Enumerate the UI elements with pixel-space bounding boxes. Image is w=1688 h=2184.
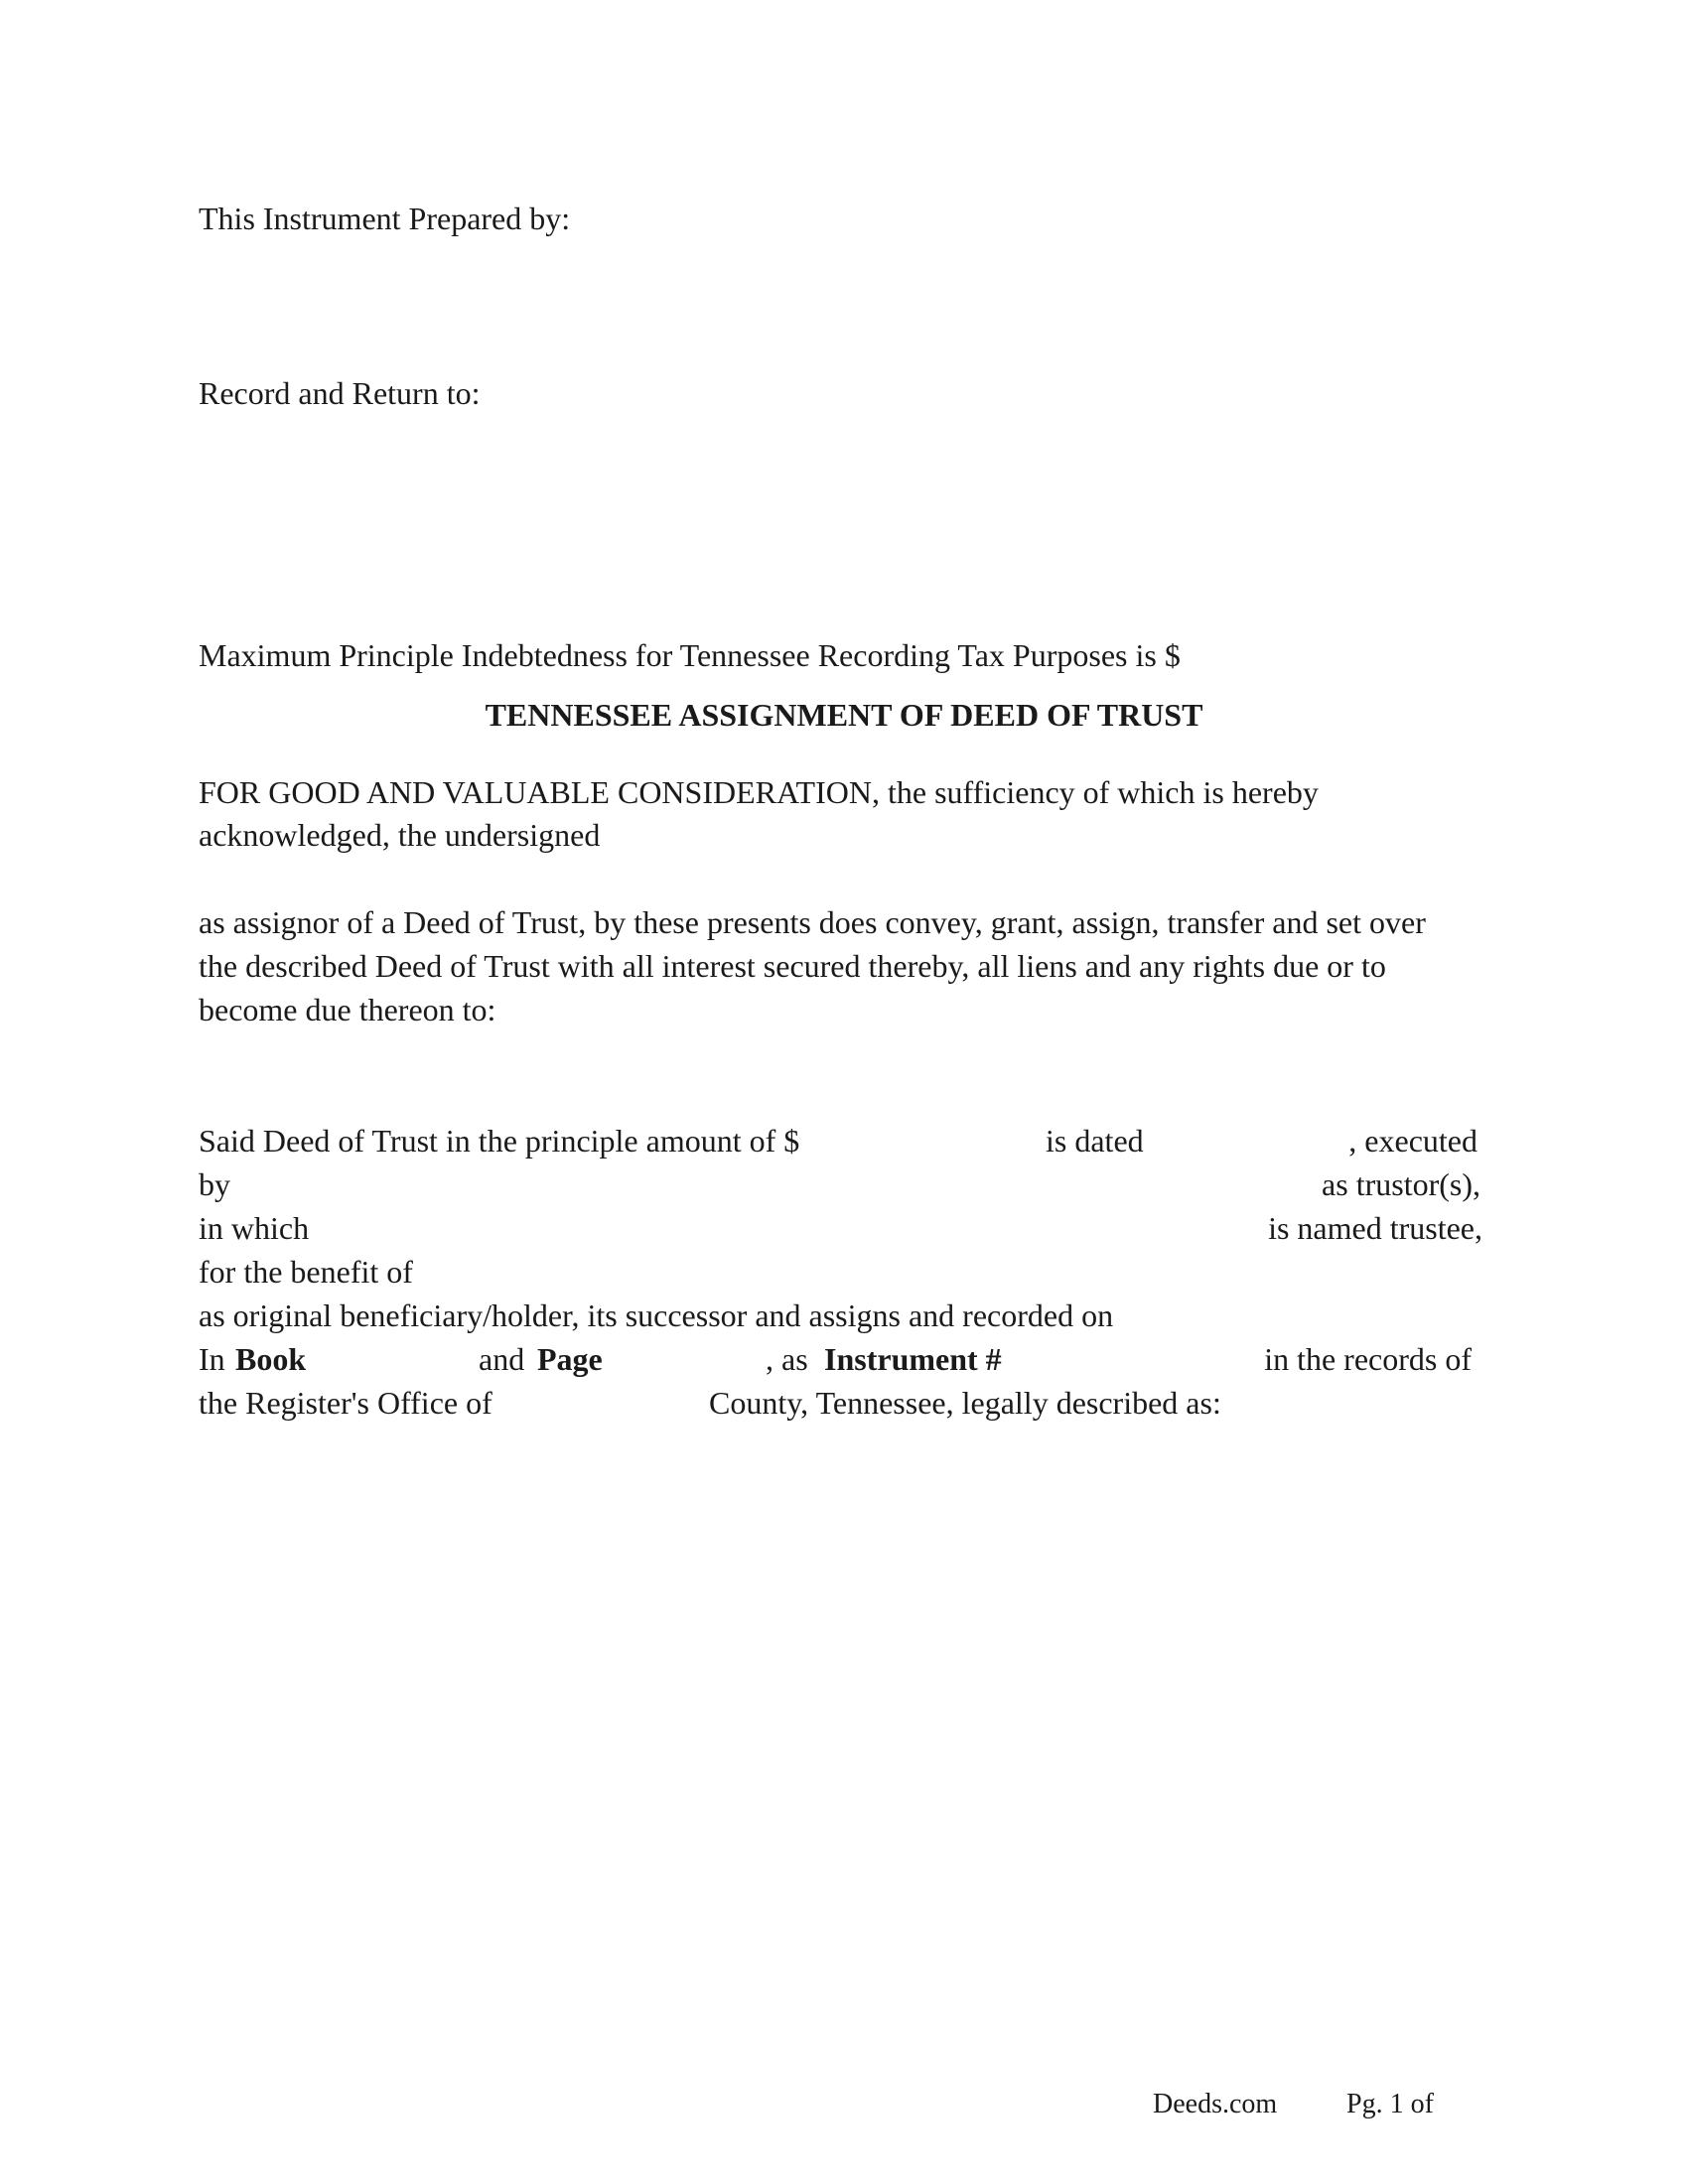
footer-page-number: Pg. 1 of [1346, 2089, 1434, 2119]
benefit-of-label: for the benefit of [199, 1254, 413, 1290]
in-label: In [199, 1341, 225, 1377]
assignor-line-1: as assignor of a Deed of Trust, by these presents does convey, grant, assign, transfer and set over [199, 904, 1426, 940]
consideration-line-2: acknowledged, the undersigned [199, 817, 601, 853]
named-trustee-label: is named trustee, [1268, 1210, 1482, 1246]
assignor-line-2: the described Deed of Trust with all interest secured thereby, all liens and any rights due or to [199, 948, 1386, 984]
trustor-line [199, 1162, 1489, 1206]
footer-site: Deeds.com [1153, 2089, 1278, 2119]
trustors-label: as trustor(s), [1322, 1166, 1480, 1202]
as-label: , as [766, 1341, 808, 1377]
registers-office-line [199, 1381, 1489, 1425]
in-which-label: in which [199, 1210, 310, 1246]
deed-amount-line [199, 1119, 1489, 1162]
consideration-line-1: FOR GOOD AND VALUABLE CONSIDERATION, the sufficiency of which is hereby [199, 774, 1319, 810]
by-label: by [199, 1166, 230, 1202]
book-label: Book [235, 1341, 307, 1377]
assignor-line-3: become due thereon to: [199, 992, 496, 1027]
book-page-line [199, 1337, 1489, 1381]
page-label: Page [537, 1341, 603, 1377]
registers-office-label: the Register's Office of [199, 1385, 492, 1421]
trustee-line [199, 1206, 1489, 1250]
record-return-label: Record and Return to: [199, 375, 481, 411]
instrument-label: Instrument # [824, 1341, 1002, 1377]
prepared-by-label: This Instrument Prepared by: [199, 201, 571, 236]
tax-statement: Maximum Principle Indebtedness for Tennessee Recording Tax Purposes is $ [199, 637, 1181, 673]
and-label: and [479, 1341, 525, 1377]
original-beneficiary-line: as original beneficiary/holder, its successor and assigns and recorded on [199, 1297, 1114, 1333]
amount-prefix: Said Deed of Trust in the principle amount of $ [199, 1123, 800, 1159]
is-dated-label: is dated [1046, 1123, 1144, 1159]
county-described-label: County, Tennessee, legally described as: [709, 1385, 1221, 1421]
document-title: TENNESSEE ASSIGNMENT OF DEED OF TRUST [485, 697, 1203, 733]
records-of-label: in the records of [1264, 1341, 1472, 1377]
executed-label: , executed [1348, 1123, 1477, 1159]
